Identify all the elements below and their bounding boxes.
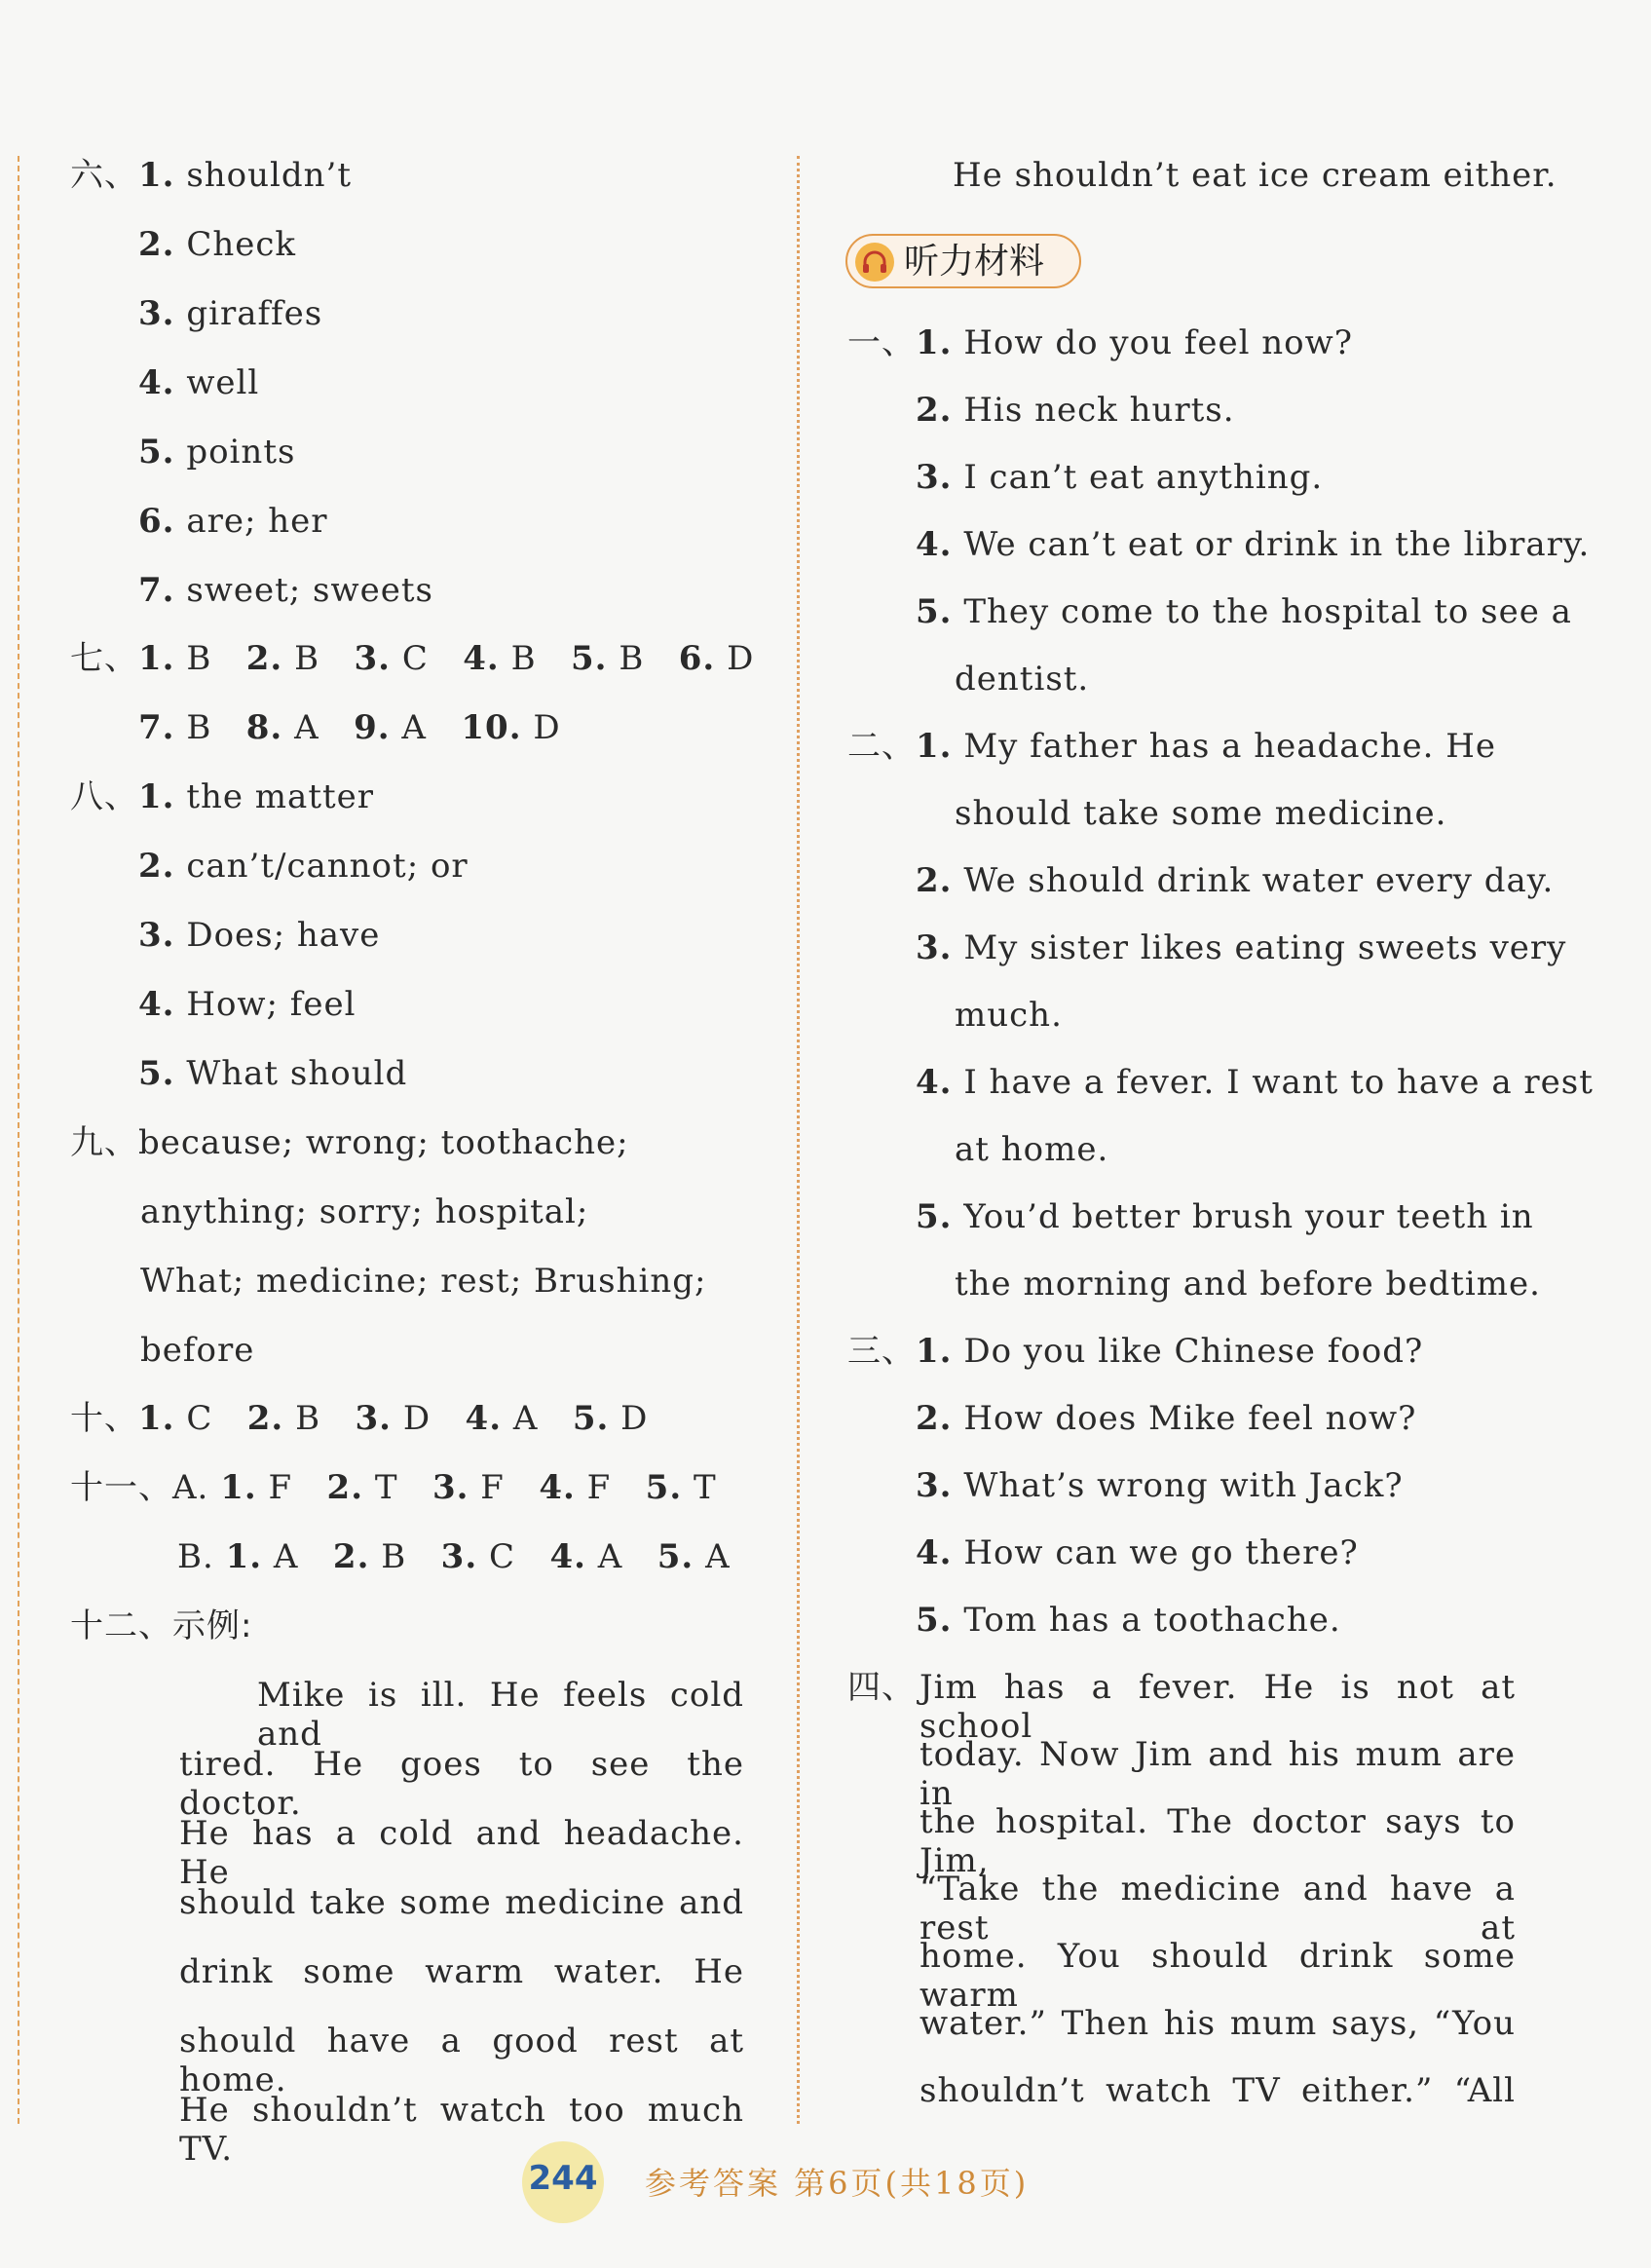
section-marker: 十二、: [70, 1606, 172, 1645]
sec11-row-b: [177, 1537, 731, 1576]
transcript-text: My father has a headache. He: [963, 727, 1497, 766]
section-marker: 九、: [70, 1123, 138, 1162]
choice-answer: B: [186, 639, 212, 678]
column-divider: [797, 156, 800, 2124]
choice-answer: D: [620, 1399, 649, 1438]
transcript-text: How does Mike feel now?: [963, 1399, 1417, 1438]
r2-row-5-cont: the morning and before bedtime.: [955, 1265, 1541, 1304]
transcript-text: His neck hurts.: [963, 391, 1235, 430]
item-number: 5.: [657, 1537, 694, 1576]
r1-row-5-cont: dentist.: [955, 660, 1090, 699]
transcript-text: They come to the hospital to see a: [963, 592, 1572, 631]
item-number: 6.: [678, 639, 716, 678]
transcript-text: I can’t eat anything.: [963, 458, 1324, 497]
item-number: 1.: [916, 727, 953, 766]
item-number: 2.: [326, 1468, 364, 1507]
r3-row-1: [847, 1332, 1423, 1371]
item-number: 1.: [138, 1399, 175, 1438]
item-number: 2.: [916, 391, 953, 430]
section-marker: 八、: [70, 777, 138, 816]
sec8-row-2: [138, 847, 469, 886]
item-number: 4.: [463, 639, 500, 678]
choice-answer: D: [727, 639, 755, 678]
item-number: 3.: [916, 1466, 953, 1505]
answer-text: Check: [186, 225, 296, 264]
item-number: 7.: [138, 571, 175, 610]
sec9-row-2: [140, 1192, 588, 1231]
item-number: 3.: [138, 916, 175, 955]
sec11-row-a: [70, 1468, 717, 1507]
item-number: 4.: [465, 1399, 503, 1438]
transcript-text: How can we go there?: [963, 1533, 1359, 1572]
choice-answer: A: [512, 1399, 539, 1438]
r1-row-2: [916, 391, 1235, 430]
answer-text: Does; have: [186, 916, 381, 955]
sec6-row-3: [138, 294, 322, 333]
item-number: 7.: [138, 708, 175, 747]
r3-row-4: [916, 1533, 1359, 1572]
item-number: 8.: [245, 708, 283, 747]
answer-text: shouldn’t: [186, 156, 353, 195]
essay-line: Mike is ill. He feels cold and: [257, 1676, 744, 1754]
item-number: 2.: [916, 861, 953, 900]
passage-line: the hospital. The doctor says to Jim,: [919, 1802, 1516, 1880]
choice-answer: T: [374, 1468, 398, 1507]
item-number: 3.: [440, 1537, 478, 1576]
r3-row-2: [916, 1399, 1416, 1438]
sec10-row: [70, 1399, 648, 1438]
item-number: 1.: [220, 1468, 257, 1507]
item-number: 4.: [539, 1468, 576, 1507]
footer-label: 参考答案 第6页(共18页): [645, 2165, 1030, 2202]
item-number: 3.: [355, 1399, 393, 1438]
choice-answer: B: [186, 708, 212, 747]
choice-answer: B: [619, 639, 645, 678]
r1-row-1: [847, 323, 1353, 362]
section-marker: 二、: [847, 727, 916, 766]
transcript-text: Tom has a toothache.: [963, 1601, 1341, 1640]
essay-line: should have a good rest at home.: [179, 2022, 744, 2099]
transcript-text: We can’t eat or drink in the library.: [963, 525, 1591, 564]
item-number: 3.: [432, 1468, 469, 1507]
choice-answer: D: [533, 708, 561, 747]
transcript-text: How do you feel now?: [963, 323, 1353, 362]
item-number: 4.: [549, 1537, 586, 1576]
r4-marker: [847, 1668, 916, 1707]
section-marker: 七、: [70, 639, 138, 678]
part-label: B.: [177, 1537, 214, 1576]
item-number: 3.: [916, 928, 953, 967]
answer-text: well: [186, 363, 260, 402]
choice-answer: C: [401, 639, 429, 678]
choice-answer: F: [268, 1468, 293, 1507]
essay-line: tired. He goes to see the doctor.: [179, 1745, 744, 1823]
passage-line: “Take the medicine and have a rest at: [919, 1870, 1516, 1947]
essay-line: He shouldn’t watch too much TV.: [179, 2091, 744, 2169]
item-number: 2.: [332, 1537, 370, 1576]
item-number: 1.: [225, 1537, 263, 1576]
answer-text: can’t/cannot; or: [186, 847, 469, 886]
continuation-line: He shouldn’t eat ice cream either.: [953, 156, 1557, 195]
choice-answer: F: [586, 1468, 612, 1507]
choice-answer: B: [381, 1537, 407, 1576]
transcript-text: My sister likes eating sweets very: [963, 928, 1567, 967]
sec6-row-6: [138, 502, 328, 541]
r2-row-1: [847, 727, 1496, 766]
page-footer: [0, 2141, 1651, 2200]
sec9-row-4: [140, 1331, 254, 1370]
essay-line: drink some warm water. He: [179, 1952, 744, 1991]
item-number: 5.: [571, 639, 608, 678]
choice-answer: A: [294, 708, 319, 747]
item-number: 10.: [461, 708, 522, 747]
answer-text: because; wrong; toothache;: [138, 1123, 629, 1162]
item-number: 4.: [138, 363, 175, 402]
r1-row-3: [916, 458, 1323, 497]
r2-row-4: [916, 1063, 1594, 1102]
transcript-text: We should drink water every day.: [963, 861, 1555, 900]
choice-answer: C: [186, 1399, 213, 1438]
item-number: 4.: [916, 1063, 953, 1102]
passage-line: shouldn’t watch TV either.” “All: [919, 2071, 1516, 2110]
item-number: 1.: [916, 323, 953, 362]
choice-answer: A: [597, 1537, 623, 1576]
answer-text: points: [186, 433, 296, 472]
sec9-row-1: [70, 1123, 629, 1162]
transcript-text: Do you like Chinese food?: [963, 1332, 1424, 1371]
item-number: 2.: [246, 1399, 284, 1438]
item-number: 3.: [138, 294, 175, 333]
r1-row-5: [916, 592, 1572, 631]
choice-answer: B: [510, 639, 537, 678]
item-number: 4.: [138, 985, 175, 1024]
section-marker: 四、: [847, 1668, 916, 1707]
item-number: 5.: [916, 1197, 953, 1236]
item-number: 2.: [138, 847, 175, 886]
choice-answer: F: [480, 1468, 505, 1507]
page-number: 244: [528, 2159, 598, 2198]
r2-row-1-cont: should take some medicine.: [955, 794, 1447, 833]
item-number: 4.: [916, 1533, 953, 1572]
passage-line: water.” Then his mum says, “You: [919, 2004, 1516, 2043]
answer-text: giraffes: [186, 294, 323, 333]
sec6-row-7: [138, 571, 433, 610]
sec6-row-1: [70, 156, 352, 195]
r2-row-3-cont: much.: [955, 996, 1063, 1035]
r2-row-4-cont: at home.: [955, 1130, 1109, 1169]
item-number: 2.: [245, 639, 283, 678]
transcript-text: You’d better brush your teeth in: [963, 1197, 1534, 1236]
sec8-row-1: [70, 777, 374, 816]
choice-answer: T: [693, 1468, 717, 1507]
section-marker: 十、: [70, 1399, 138, 1438]
sec6-row-2: [138, 225, 296, 264]
essay-line: He has a cold and headache. He: [179, 1814, 744, 1892]
r1-row-4: [916, 525, 1590, 564]
r3-row-3: [916, 1466, 1404, 1505]
sec6-row-4: [138, 363, 259, 402]
sec8-row-3: [138, 916, 380, 955]
sec8-row-4: [138, 985, 356, 1024]
sec12-header: [70, 1606, 252, 1645]
example-label: 示例:: [172, 1606, 253, 1645]
answer-text: What should: [186, 1054, 408, 1093]
choice-answer: D: [402, 1399, 432, 1438]
r2-row-3: [916, 928, 1566, 967]
transcript-text: I have a fever. I want to have a rest: [963, 1063, 1594, 1102]
item-number: 1.: [138, 156, 175, 195]
item-number: 1.: [916, 1332, 953, 1371]
item-number: 9.: [354, 708, 391, 747]
transcript-text: What’s wrong with Jack?: [963, 1466, 1404, 1505]
section-marker: 一、: [847, 323, 916, 362]
sec6-row-5: [138, 433, 295, 472]
item-number: 3.: [916, 458, 953, 497]
passage-line: home. You should drink some warm: [919, 1937, 1516, 2015]
item-number: 5.: [916, 1601, 953, 1640]
choice-answer: C: [488, 1537, 515, 1576]
page-edge-line: [18, 156, 19, 2124]
section-marker: 十一、: [70, 1468, 172, 1507]
choice-answer: B: [294, 639, 320, 678]
badge-label: 听力材料: [904, 242, 1045, 282]
sec8-row-5: [138, 1054, 407, 1093]
essay-line: should take some medicine and: [179, 1883, 744, 1922]
item-number: 1.: [138, 639, 175, 678]
choice-answer: A: [273, 1537, 299, 1576]
item-number: 5.: [916, 592, 953, 631]
section-marker: 三、: [847, 1332, 916, 1371]
item-number: 5.: [645, 1468, 683, 1507]
item-number: 2.: [916, 1399, 953, 1438]
answer-text: What; medicine; rest; Brushing;: [140, 1262, 707, 1301]
r2-row-2: [916, 861, 1554, 900]
passage-line: today. Now Jim and his mum are in: [919, 1735, 1516, 1813]
item-number: 2.: [138, 225, 175, 264]
choice-answer: B: [295, 1399, 321, 1438]
answer-text: How; feel: [186, 985, 356, 1024]
part-label: A.: [172, 1468, 209, 1507]
answer-text: are; her: [186, 502, 328, 541]
item-number: 1.: [138, 777, 175, 816]
choice-answer: A: [401, 708, 427, 747]
r2-row-5: [916, 1197, 1534, 1236]
answer-text: the matter: [186, 777, 375, 816]
item-number: 5.: [572, 1399, 610, 1438]
item-number: 4.: [916, 525, 953, 564]
item-number: 3.: [354, 639, 391, 678]
sec7-row-1: [70, 639, 754, 678]
answer-text: before: [140, 1331, 255, 1370]
headphones-icon: [855, 243, 894, 282]
item-number: 5.: [138, 1054, 175, 1093]
answer-text: sweet; sweets: [186, 571, 433, 610]
listening-material-badge: [845, 234, 1081, 288]
r3-row-5: [916, 1601, 1341, 1640]
answer-text: anything; sorry; hospital;: [140, 1192, 589, 1231]
sec9-row-3: [140, 1262, 706, 1301]
choice-answer: A: [705, 1537, 731, 1576]
passage-line: Jim has a fever. He is not at school: [919, 1668, 1516, 1746]
item-number: 5.: [138, 433, 175, 472]
section-marker: 六、: [70, 156, 138, 195]
sec7-row-2: [138, 708, 561, 747]
item-number: 6.: [138, 502, 175, 541]
